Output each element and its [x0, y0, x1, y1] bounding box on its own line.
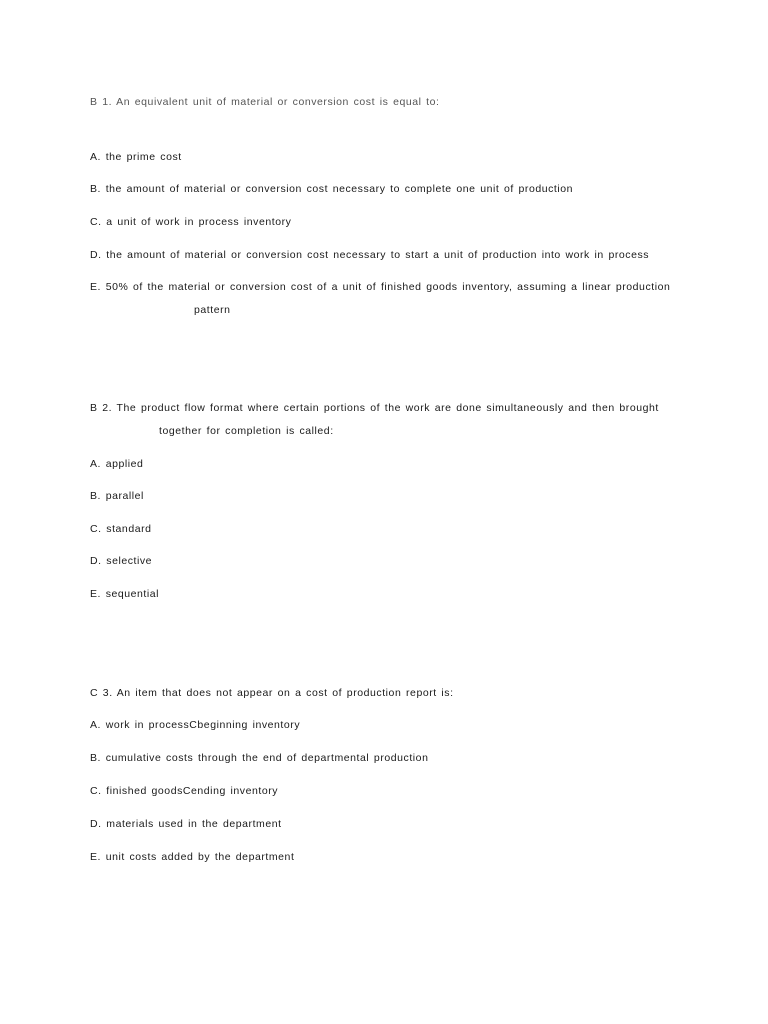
question-3-option-b: B. cumulative costs through the end of departmental production — [90, 752, 429, 764]
question-2-stem-continuation: together for completion is called: — [159, 425, 334, 437]
question-3-option-c: C. finished goodsCending inventory — [90, 785, 279, 797]
question-2-option-b: B. parallel — [90, 490, 144, 502]
question-2-option-d: D. selective — [90, 555, 153, 567]
question-1-option-a: A. the prime cost — [90, 151, 182, 163]
question-3-option-e: E. unit costs added by the department — [90, 851, 295, 863]
question-1-option-d: D. the amount of material or conversion cost necessary to start a unit of production into work in process — [90, 249, 650, 261]
question-2-stem: B 2. The product flow format where certain portions of the work are done simultaneously and then brought — [90, 402, 659, 414]
question-2-option-c: C. standard — [90, 523, 152, 535]
question-3-option-a: A. work in processCbeginning inventory — [90, 719, 301, 731]
question-2-option-a: A. applied — [90, 458, 144, 470]
question-1-option-c: C. a unit of work in process inventory — [90, 216, 292, 228]
question-2-option-e: E. sequential — [90, 588, 160, 600]
question-1-stem: B 1. An equivalent unit of material or conversion cost is equal to: — [90, 96, 440, 108]
question-3-option-d: D. materials used in the department — [90, 818, 282, 830]
question-1-option-b: B. the amount of material or conversion cost necessary to complete one unit of production — [90, 183, 574, 195]
question-1-option-e: E. 50% of the material or conversion cost of a unit of finished goods inventory, assuming a linear production — [90, 281, 671, 293]
question-3-stem: C 3. An item that does not appear on a cost of production report is: — [90, 687, 454, 699]
question-1-option-e-continuation: pattern — [194, 304, 231, 316]
